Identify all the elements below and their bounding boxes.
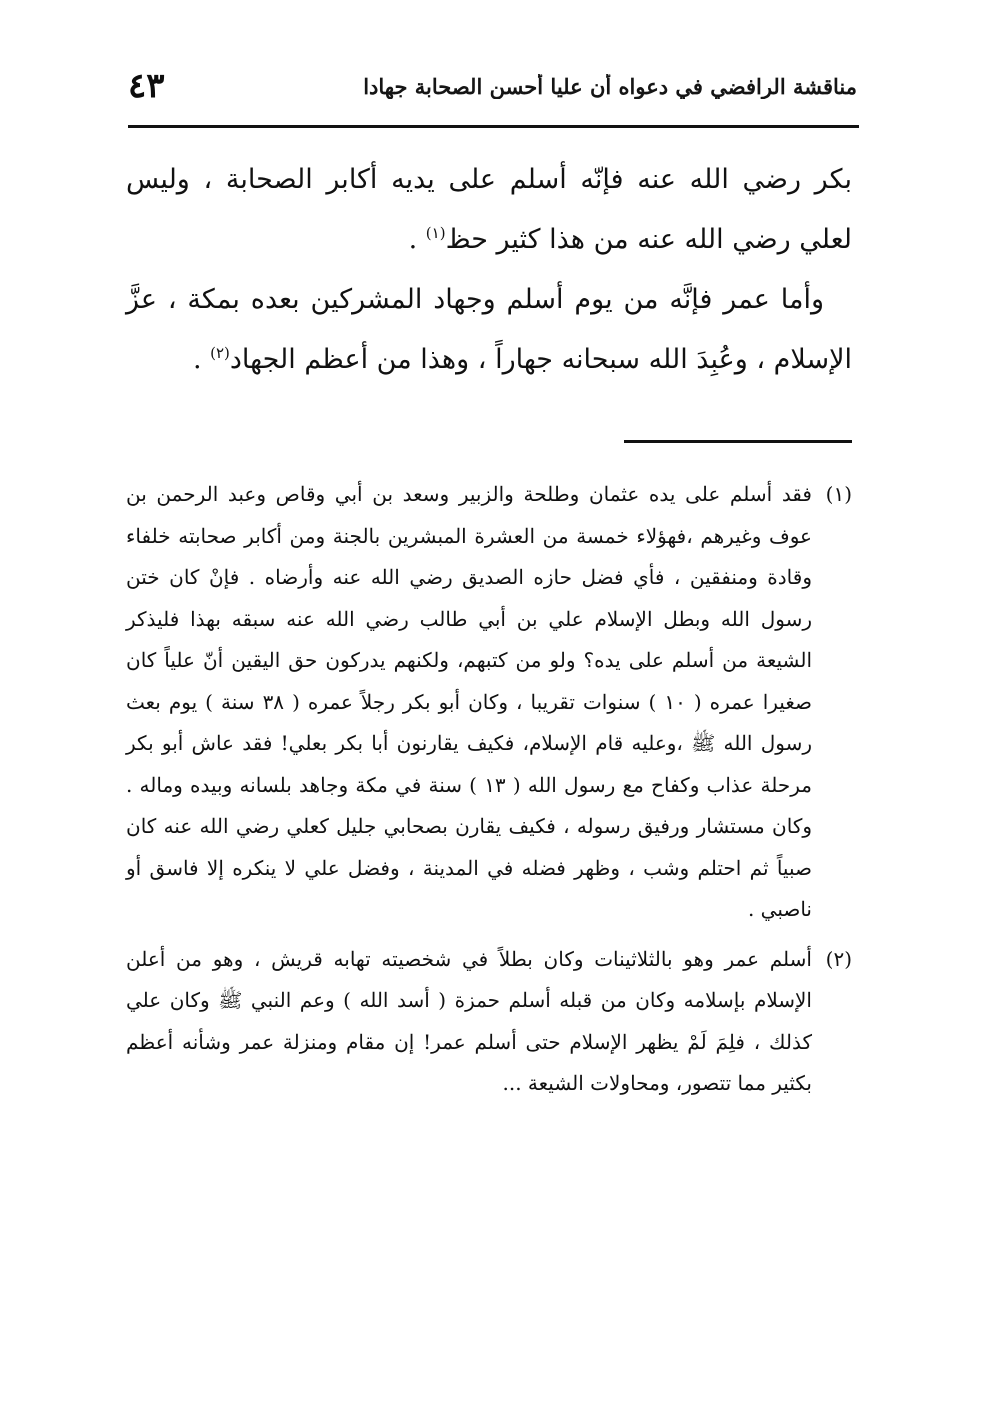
footnote-1-text: فقد أسلم على يده عثمان وطلحة والزبير وسعد بن أبي وقاص وعبد الرحمن بن عوف وغيرهم ،فهؤلاء خمسة من العشرة المبشرين بالجنة ومن أكابر صحابته خلفاء وقادة ومنفقين ، فأي فضل حازه الصديق رضي الله عنه وأرضاه . فإنْ كان ختن رسول الله وبطل الإسلام علي بن أبي طالب رضي الله عنه سبقه بهذا فليذكر الشيعة من أسلم على يده؟ ولو من كتبهم، ولكنهم يدركون حق اليقين أنّ علياً كان صغيرا عمره ( ١٠ ) سنوات تقريبا ، وكان أبو بكر رجلاً عمره ( ٣٨ سنة ) يوم بعث رسول الله ﷺ ،وعليه قام الإسلام، فكيف يقارنون أبا بكر بعلي! فقد عاش أبو بكر مرحلة عذاب وكفاح مع رسول الله ( ١٣ ) سنة في مكة وجاهد بلسانه وبيده وماله . وكان مستشار ورفيق رسوله ، فكيف يقارن بصحابي جليل كعلي رضي الله عنه كان صبياً ثم احتلم وشب ، وظهر فضله في المدينة ، وفضل علي لا ينكره إلا فاسق أو ناصبي . <box>126 482 812 921</box>
header-rule <box>128 125 859 128</box>
footnote-1 <box>126 474 852 931</box>
footnotes <box>126 474 852 1113</box>
paragraph-2-end: . <box>192 344 211 375</box>
footnote-2-marker: (٢) <box>825 946 852 971</box>
footnote-ref-2[interactable]: (٢) <box>210 344 230 362</box>
paragraph-1-text: بكر رضي الله عنه فإنّه أسلم على يديه أكابر الصحابة ، وليس لعلي رضي الله عنه من هذا كثير حظ <box>126 164 852 255</box>
footnote-2-text: أسلم عمر وهو بالثلاثينات وكان بطلاً في شخصيته تهابه قريش ، وهو من أعلن الإسلام بإسلامه وكان من قبله أسلم حمزة ( أسد الله ) وعم النبي ﷺ وكان علي كذلك ، فلِمَ لَمْ يظهر الإسلام حتى أسلم عمر! إن مقام ومنزلة عمر وشأنه أعظم بكثير مما تتصور، ومحاولات الشيعة ... <box>126 946 812 1095</box>
footnote-ref-1[interactable]: (١) <box>425 224 446 242</box>
paragraph-1 <box>126 150 852 270</box>
footnote-separator <box>624 440 852 443</box>
running-title: مناقشة الرافضي في دعواه أن عليا أحسن الصحابة جهادا <box>363 73 857 99</box>
paragraph-2-text: وأما عمر فإنَّه من يوم أسلم وجهاد المشركين بعده بمكة ، عزَّ الإسلام ، وعُبِدَ الله سبحانه جهاراً ، وهذا من أعظم الجهاد <box>126 284 852 375</box>
page-number: ٤٣ <box>128 66 165 106</box>
footnote-2 <box>126 939 852 1105</box>
footnote-1-marker: (١) <box>825 482 852 506</box>
running-header <box>128 64 857 108</box>
paragraph-1-end: . <box>408 224 426 255</box>
paragraph-2 <box>126 270 852 390</box>
main-text <box>126 150 852 390</box>
